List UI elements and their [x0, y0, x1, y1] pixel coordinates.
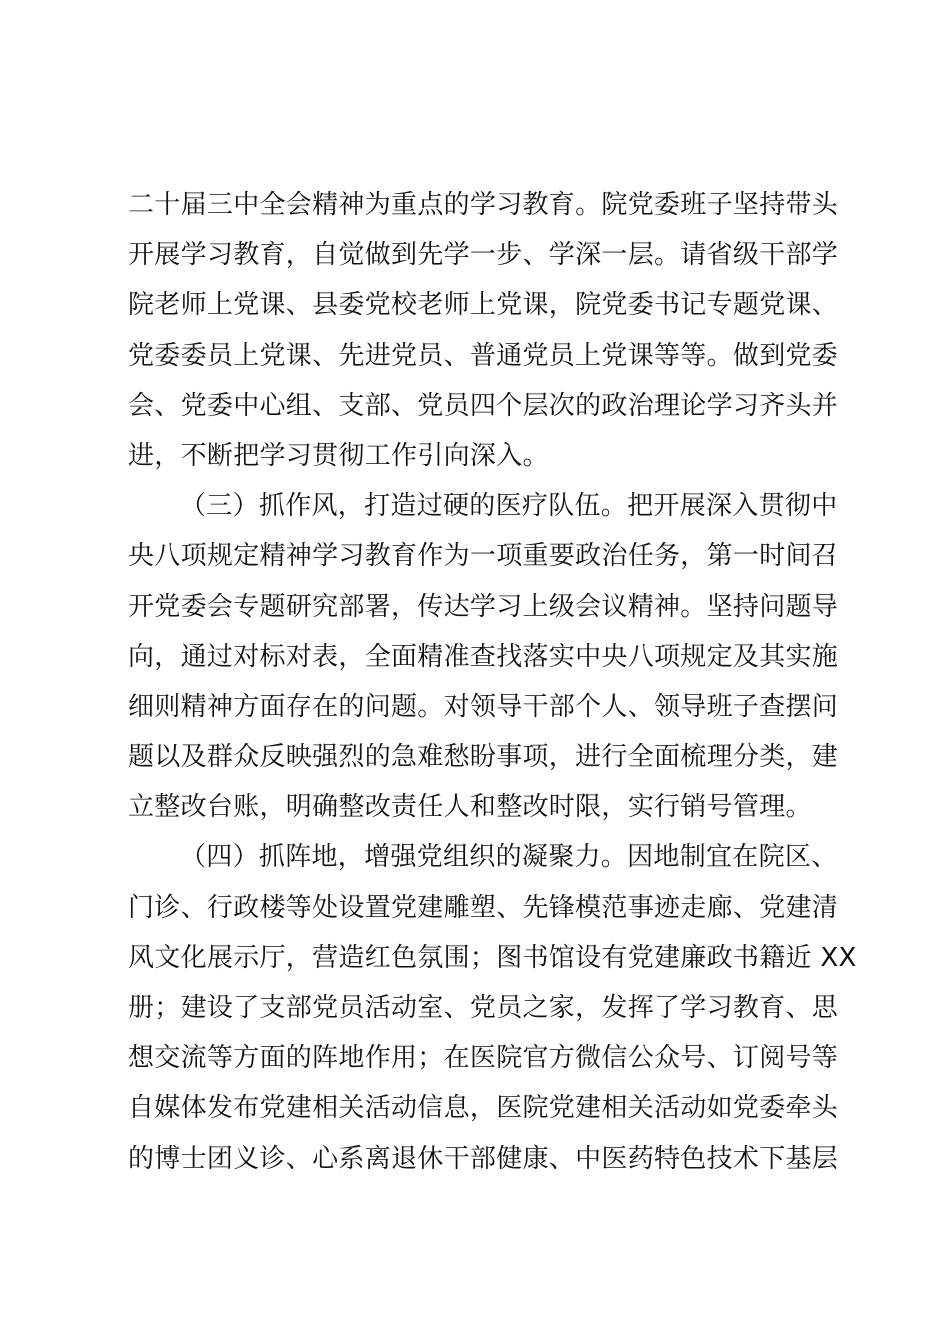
text-line: 院老师上党课、县委党校老师上党课，院党委书记专题党课、 [128, 290, 839, 321]
text-line: 央八项规定精神学习教育作为一项重要政治任务，第一时间召 [128, 541, 839, 572]
text-line: 立整改台账，明确整改责任人和整改时限，实行销号管理。 [128, 792, 812, 823]
section-heading-line: （三）抓作风，打造过硬的医疗队伍。把开展深入贯彻中 [180, 491, 838, 522]
section-heading-line: （四）抓阵地，增强党组织的凝聚力。因地制宜在院区、 [180, 842, 838, 873]
text-line: 门诊、行政楼等处设置党建雕塑、先锋模范事迹走廊、党建清 [128, 892, 839, 923]
text-line: 二十届三中全会精神为重点的学习教育。院党委班子坚持带头 [128, 190, 839, 220]
text-line: 细则精神方面存在的问题。对领导干部个人、领导班子查摆问 [128, 691, 839, 722]
text-line: 开党委会专题研究部署，传达学习上级会议精神。坚持问题导 [128, 591, 839, 622]
text-line: 开展学习教育，自觉做到先学一步、学深一层。请省级干部学 [128, 240, 839, 271]
text-line: 会、党委中心组、支部、党员四个层次的政治理论学习齐头并 [128, 390, 839, 421]
text-line: 进，不断把学习贯彻工作引向深入。 [128, 440, 549, 471]
text-line: 风文化展示厅，营造红色氛围；图书馆设有党建廉政书籍近 XX [128, 942, 857, 973]
text-line: 党委委员上党课、先进党员、普通党员上党课等等。做到党委 [128, 340, 839, 371]
text-line: 自媒体发布党建相关活动信息，医院党建相关活动如党委牵头 [128, 1093, 839, 1124]
text-line: 向，通过对标对表，全面精准查找落实中央八项规定及其实施 [128, 641, 839, 672]
text-line: 想交流等方面的阵地作用；在医院官方微信公众号、订阅号等 [128, 1043, 839, 1074]
text-line: 册；建设了支部党员活动室、党员之家，发挥了学习教育、思 [128, 993, 839, 1023]
body-text [128, 180, 857, 1184]
text-line: 的博士团义诊、心系离退休干部健康、中医药特色技术下基层 [128, 1143, 839, 1174]
text-line: 题以及群众反映强烈的急难愁盼事项，进行全面梳理分类，建 [128, 742, 839, 773]
